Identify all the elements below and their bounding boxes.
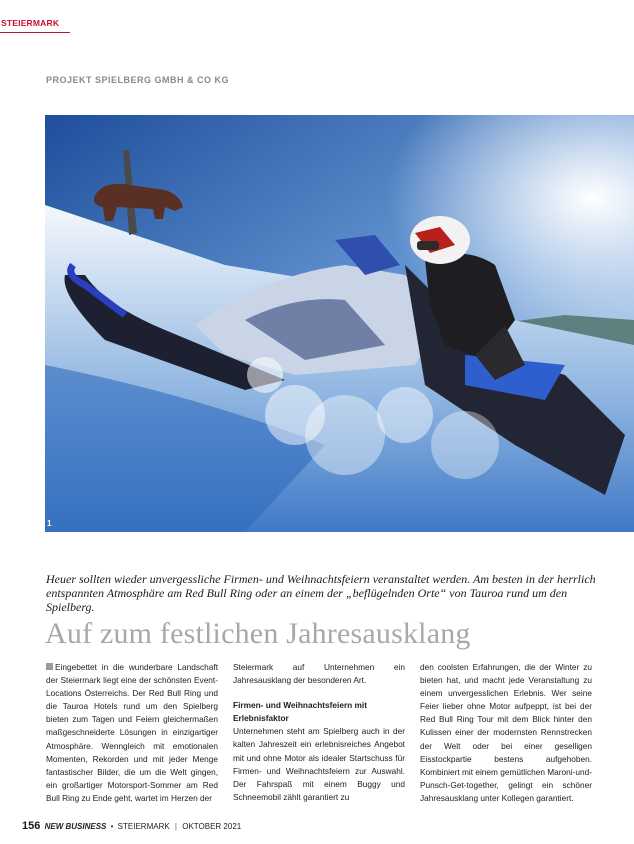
- article-photo: [45, 115, 634, 532]
- paragraph-start-square-icon: [46, 663, 53, 670]
- body-text-1: Eingebettet in die wunderbare Landschaft der Steiermark liegt eine der schönsten Event-Locations Österreichs. Der Red Bull Ring und die Tauroa Hotels rund um den Spielberg bieten zum Tagen und Feiern gleichermaßen maßgeschneiderte Lösungen in einzigartiger Atmosphäre. Wenngleich mit emotionalen Momenten, Rekorden und mit jeder Menge fantastischer Bilder, die um die Welt gingen, ein großartiger Motorsport-Sommer am Red Bull Ring zu Ende geht, wartet im Herzen der: [46, 662, 218, 803]
- body-paragraph-2: Steiermark auf Unternehmen ein Jahresausklang der besonderen Art.: [233, 662, 405, 686]
- footer-separator: |: [174, 822, 177, 831]
- footer-issue: OKTOBER 2021: [182, 822, 242, 831]
- article-headline: Auf zum festlichen Jahresausklang: [45, 617, 471, 650]
- body-paragraph-4: den coolsten Erfahrungen, die der Winter zu bieten hat, und macht jede Veranstaltung zu einem unvergesslichen Erlebnis. Wer seine Feier lieber ohne Motor aufpeppt, ist bei der Red Bull Ring Tour mit dem Blick hinter den Kulissen einer der modernsten Rennstrecken der Welt oder bei einer geselligen Eisstockpartie bestens aufgehoben. Kombiniert mit einem gemütlichen Maroni-und-Punsch-Get-together, gelingt ein schöner Jahresausklang unter Kollegen garantiert.: [420, 662, 593, 803]
- section-tag: [0, 18, 70, 33]
- footer-section: STEIERMARK: [117, 822, 170, 831]
- body-paragraph-1: [46, 661, 218, 805]
- photo-number: 1: [47, 519, 52, 528]
- section-rule: [0, 32, 70, 33]
- footer-brand: NEW BUSINESS: [44, 822, 107, 831]
- body-column-3: [420, 661, 592, 805]
- body-paragraph-3: Unternehmen steht am Spielberg auch in der kalten Jahreszeit ein erlebnisreiches Angebot mit und ohne Motor als idealer Startschuss für Firmen- und Weihnachtsfeiern zur Auswahl. Der Fahrspaß mit einem Buggy und Schneemobil zählt garantiert zu: [233, 726, 405, 802]
- footer-bullet-icon: •: [110, 822, 114, 831]
- company-name: PROJEKT SPIELBERG GMBH & CO KG: [46, 75, 230, 85]
- page-footer: [22, 820, 241, 832]
- lead-paragraph: Heuer sollten wieder unvergessliche Firmen- und Weihnachtsfeiern veranstaltet werden. Am besten in der herrlich entspannten Atmosphäre am Red Bull Ring oder an einem der „beflügelnden Orte“ von Tauroa rund um den Spielberg.: [46, 572, 596, 614]
- page-number: 156: [22, 820, 41, 832]
- body-column-1: [46, 661, 218, 805]
- section-label: STEIERMARK: [1, 18, 60, 28]
- body-subheading: Firmen- und Weihnachtsfeiern mit Erlebnisfaktor: [233, 700, 367, 724]
- body-column-2: [233, 661, 405, 804]
